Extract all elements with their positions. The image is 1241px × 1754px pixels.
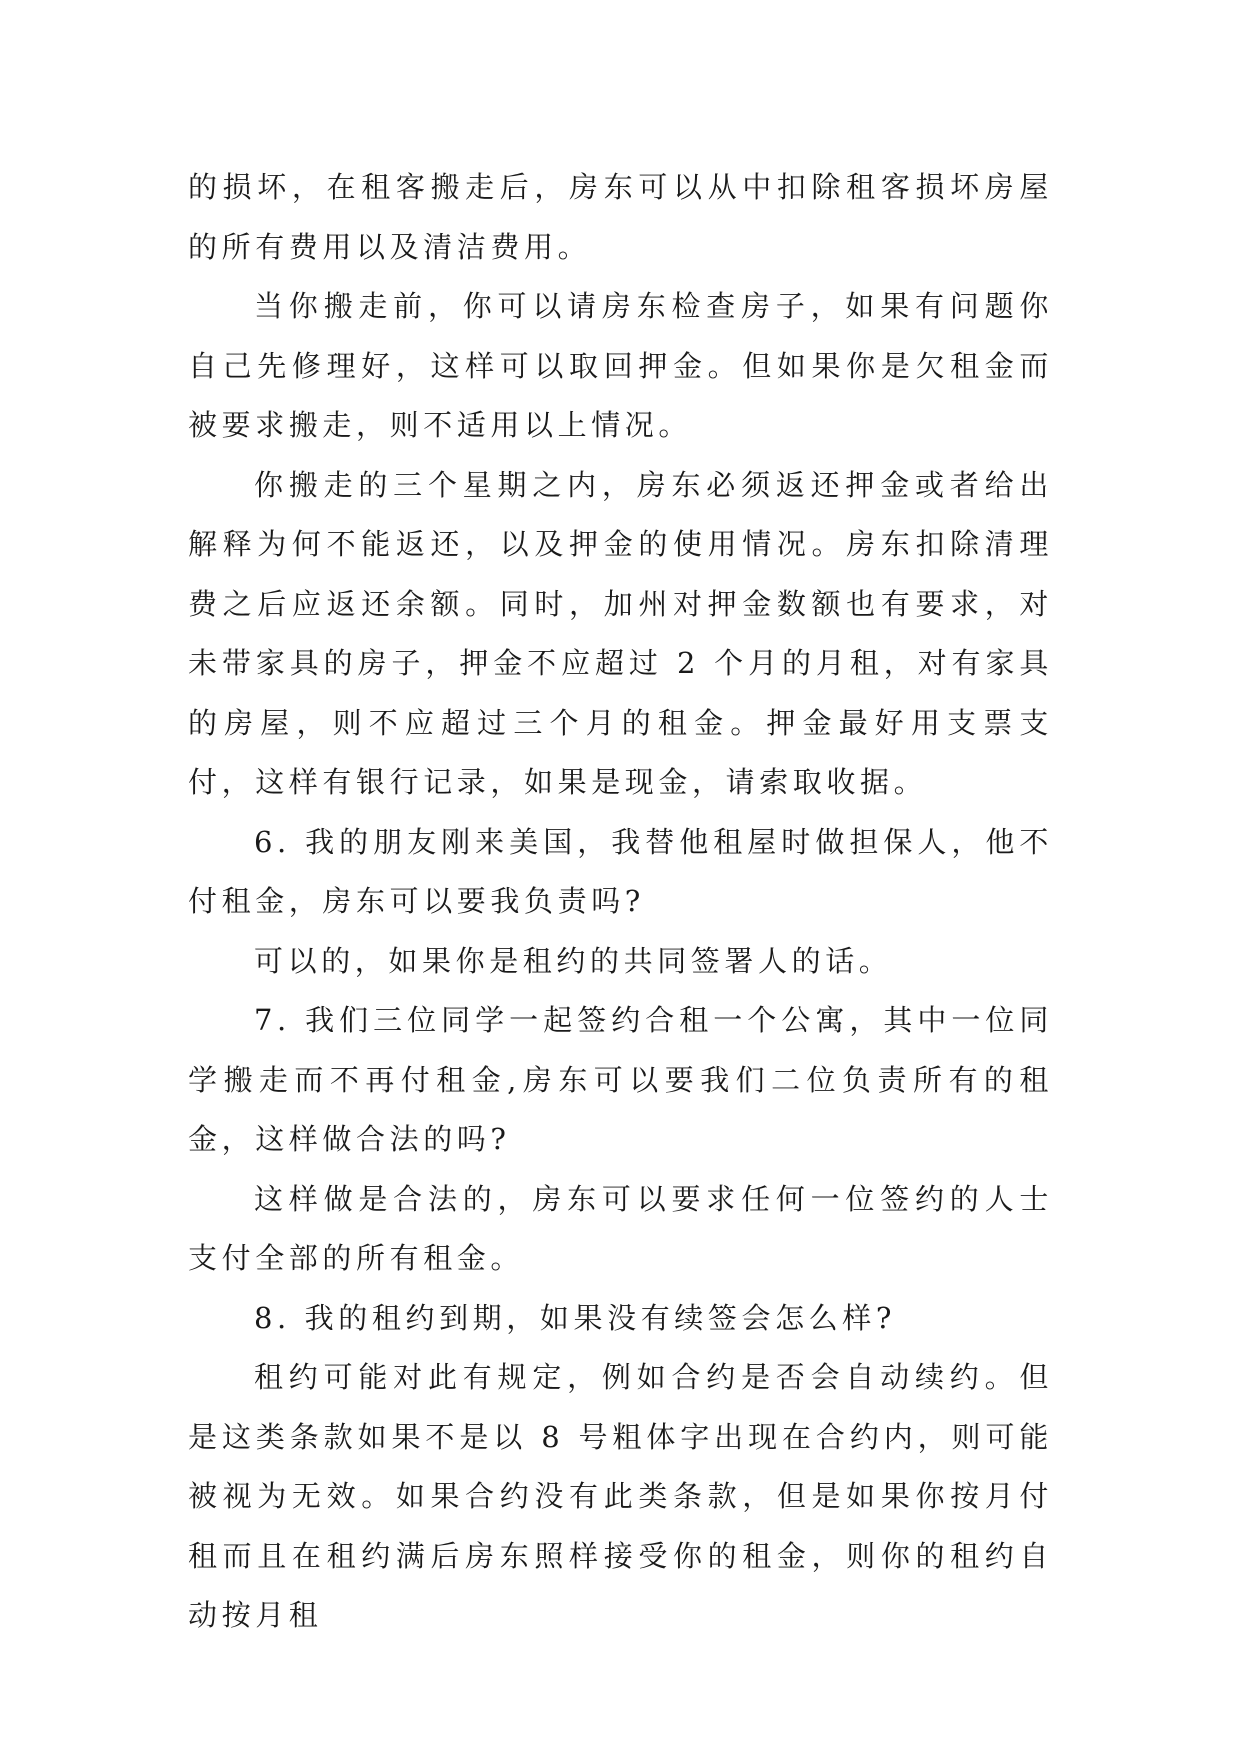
answer-6: 可以的，如果你是租约的共同签署人的话。 (254, 943, 893, 978)
question-8: 8. 我的租约到期，如果没有续签会怎么样? (254, 1300, 897, 1335)
question-6: 6. 我的朋友刚来美国，我替他租屋时做担保人，他不付租金，房东可以要我负责吗? (188, 824, 1053, 918)
document-body (188, 158, 1053, 1646)
question-7: 7. 我们三位同学一起签约合租一个公寓，其中一位同学搬走而不再付租金,房东可以要我们二位负责所有的租金，这样做合法的吗? (188, 1003, 1053, 1156)
answer-8: 租约可能对此有规定，例如合约是否会自动续约。但是这类条款如果不是以 8 号粗体字出现在合约内，则可能被视为无效。如果合约没有此类条款，但是如果你按月付租而且在租约满后房东照样接受你的租金，则你的租约自动按月租 (188, 1360, 1053, 1632)
paragraph-inspection: 当你搬走前，你可以请房东检查房子，如果有问题你自己先修理好，这样可以取回押金。但如果你是欠租金而被要求搬走，则不适用以上情况。 (188, 289, 1053, 442)
paragraph-deposit-return: 你搬走的三个星期之内，房东必须返还押金或者给出解释为何不能返还，以及押金的使用情况。房东扣除清理费之后应返还余额。同时，加州对押金数额也有要求，对未带家具的房子，押金不应超过 2 个月的月租，对有家具的房屋，则不应超过三个月的租金。押金最好用支票支付，这样有银行记录，如果是现金，请索取收据。 (188, 467, 1053, 799)
paragraph-continuation: 的损坏，在租客搬走后，房东可以从中扣除租客损坏房屋的所有费用以及清洁费用。 (188, 170, 1053, 264)
answer-7: 这样做是合法的，房东可以要求任何一位签约的人士支付全部的所有租金。 (188, 1181, 1053, 1275)
